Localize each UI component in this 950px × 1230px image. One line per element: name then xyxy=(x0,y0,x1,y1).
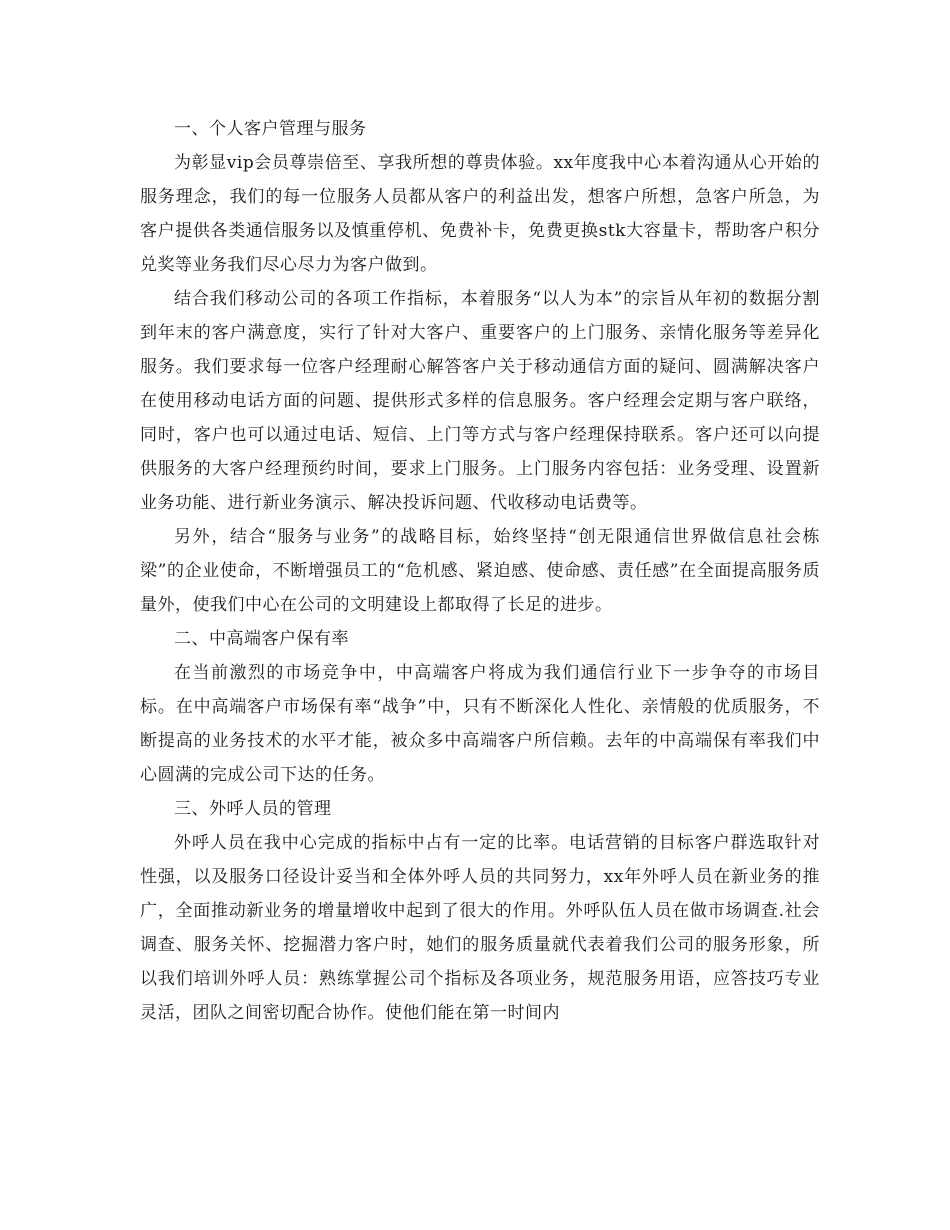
body-paragraph: 结合我们移动公司的各项工作指标，本着服务“以人为本”的宗旨从年初的数据分割到年末的客户满意度，实行了针对大客户、重要客户的上门服务、亲情化服务等差异化服务。我们要求每一位客户经理耐心解答客户关于移动通信方面的疑问、圆满解决客户在使用移动电话方面的问题、提供形式多样的信息服务。客户经理会定期与客户联络，同时，客户也可以通过电话、短信、上门等方式与客户经理保持联系。客户还可以向提供服务的大客户经理预约时间，要求上门服务。上门服务内容包括：业务受理、设置新业务功能、进行新业务演示、解决投诉问题、代收移动电话费等。 xyxy=(140,289,820,513)
section-heading-1: 一、个人客户管理与服务 xyxy=(174,119,367,139)
body-paragraph: 为彰显vip会员尊崇倍至、享我所想的尊贵体验。xx年度我中心本着沟通从心开始的服务理念，我们的每一位服务人员都从客户的利益出发，想客户所想，急客户所急，为客户提供各类通信服务以及慎重停机、免费补卡，免费更换stk大容量卡，帮助客户积分兑奖等业务我们尽心尽力为客户做到。 xyxy=(140,153,820,275)
body-paragraph: 外呼人员在我中心完成的指标中占有一定的比率。电话营销的目标客户群选取针对性强，以及服务口径设计妥当和全体外呼人员的共同努力，xx年外呼人员在新业务的推广，全面推动新业务的增量增收中起到了很大的作用。外呼队伍人员在做市场调查.社会调查、服务关怀、挖掘潜力客户时，她们的服务质量就代表着我们公司的服务形象，所以我们培训外呼人员：熟练掌握公司个指标及各项业务，规范服务用语，应答技巧专业灵活，团队之间密切配合协作。使他们能在第一时间内 xyxy=(140,833,820,1023)
document-page xyxy=(140,112,820,1030)
body-paragraph: 另外，结合“服务与业务”的战略目标，始终坚持“创无限通信世界做信息社会栋梁”的企业使命，不断增强员工的“危机感、紧迫感、使命感、责任感”在全面提高服务质量外，使我们中心在公司的文明建设上都取得了长足的进步。 xyxy=(140,527,820,615)
section-heading-3: 三、外呼人员的管理 xyxy=(174,799,332,819)
body-paragraph: 在当前激烈的市场竞争中，中高端客户将成为我们通信行业下一步争夺的市场目标。在中高端客户市场保有率“战争”中，只有不断深化人性化、亲情般的优质服务，不断提高的业务技术的水平才能，被众多中高端客户所信赖。去年的中高端保有率我们中心圆满的完成公司下达的任务。 xyxy=(140,663,820,785)
section-heading-2: 二、中高端客户保有率 xyxy=(174,629,349,649)
